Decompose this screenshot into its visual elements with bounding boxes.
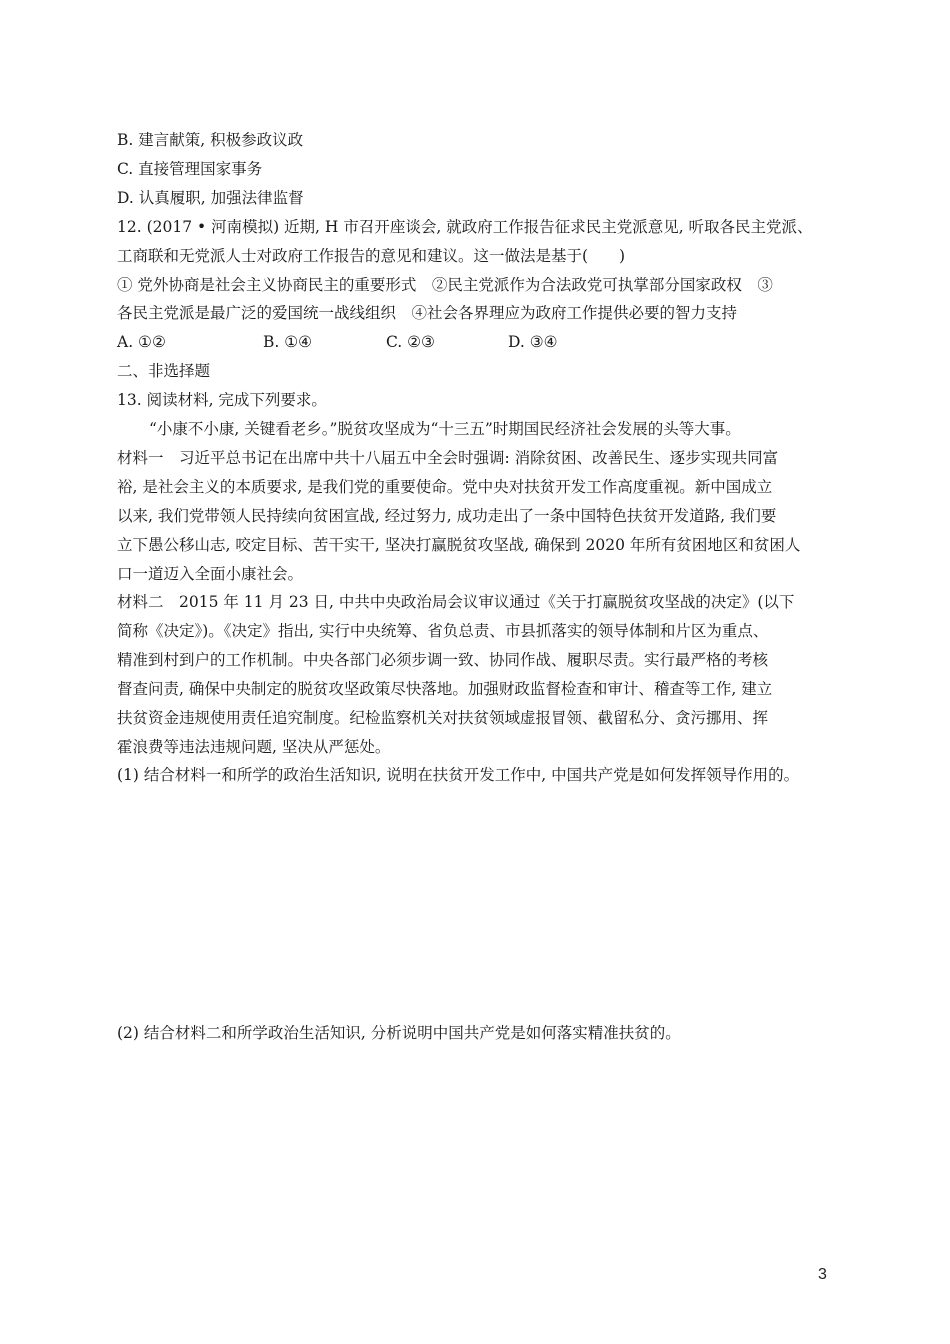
q12-statement-line-2: 各民主党派是最广泛的爱国统一战线组织 ④社会各界理应为政府工作提供必要的智力支持 — [117, 304, 738, 322]
page-number: 3 — [818, 1266, 827, 1283]
q13-subquestion-1: (1) 结合材料一和所学的政治生活知识, 说明在扶贫开发工作中, 中国共产党是如何发挥领导作用的。 — [117, 766, 800, 784]
q12-options — [117, 331, 558, 353]
material1-line: 以来, 我们党带领人民持续向贫困宣战, 经过努力, 成功走出了一条中国特色扶贫开发道路, 我们要 — [117, 507, 777, 525]
q13-subquestion-2: (2) 结合材料二和所学政治生活知识, 分析说明中国共产党是如何落实精准扶贫的。 — [117, 1024, 681, 1042]
q12-option-d: D. ③④ — [508, 333, 558, 351]
material1-line: 立下愚公移山志, 咬定目标、苦干实干, 坚决打赢脱贫攻坚战, 确保到 2020 年所有贫困地区和贫困人 — [117, 536, 801, 554]
q11-option-c: C. 直接管理国家事务 — [117, 160, 263, 178]
material1-line: 材料一 习近平总书记在出席中共十八届五中全会时强调: 消除贫困、改善民生、逐步实现共同富 — [117, 449, 779, 467]
q12-option-b: B. ①④ — [263, 333, 313, 351]
q13-intro: “小康不小康, 关键看老乡。”脱贫攻坚成为“十三五”时期国民经济社会发展的头等大事。 — [149, 420, 741, 438]
material2-line: 精准到村到户的工作机制。中央各部门必须步调一致、协同作战、履职尽责。实行最严格的考核 — [117, 651, 769, 669]
material2-line: 霍浪费等违法违规问题, 坚决从严惩处。 — [117, 738, 391, 756]
q12-option-c: C. ②③ — [386, 333, 435, 351]
section-title: 二、非选择题 — [117, 362, 211, 380]
q12-stem-line-2: 工商联和无党派人士对政府工作报告的意见和建议。这一做法是基于( ) — [117, 247, 626, 265]
material2-line: 扶贫资金违规使用责任追究制度。纪检监察机关对扶贫领域虚报冒领、截留私分、贪污挪用、挥 — [117, 709, 769, 727]
q11-option-d: D. 认真履职, 加强法律监督 — [117, 189, 304, 207]
q12-statement-line-1: ① 党外协商是社会主义协商民主的重要形式 ②民主党派作为合法政党可执掌部分国家政权 ③ — [117, 276, 773, 294]
material2-line: 简称《决定》)。《决定》指出, 实行中央统筹、省负总责、市县抓落实的领导体制和片区为重点、 — [117, 622, 769, 640]
q12-stem-line-1: 12. (2017 • 河南模拟) 近期, H 市召开座谈会, 就政府工作报告征求民主党派意见, 听取各民主党派、 — [117, 218, 813, 236]
q12-option-a: A. ①② — [117, 333, 166, 351]
q13-title: 13. 阅读材料, 完成下列要求。 — [117, 391, 327, 409]
material1-line: 口一道迈入全面小康社会。 — [117, 565, 304, 583]
material1-line: 裕, 是社会主义的本质要求, 是我们党的重要使命。党中央对扶贫开发工作高度重视。新中国成立 — [117, 478, 773, 496]
material2-line: 材料二 2015 年 11 月 23 日, 中共中央政治局会议审议通过《关于打赢脱贫攻坚战的决定》(以下 — [117, 593, 795, 611]
material2-line: 督查问责, 确保中央制定的脱贫攻坚政策尽快落地。加强财政监督检查和审计、稽查等工作, 建立 — [117, 680, 773, 698]
q11-option-b: B. 建言献策, 积极参政议政 — [117, 131, 304, 149]
